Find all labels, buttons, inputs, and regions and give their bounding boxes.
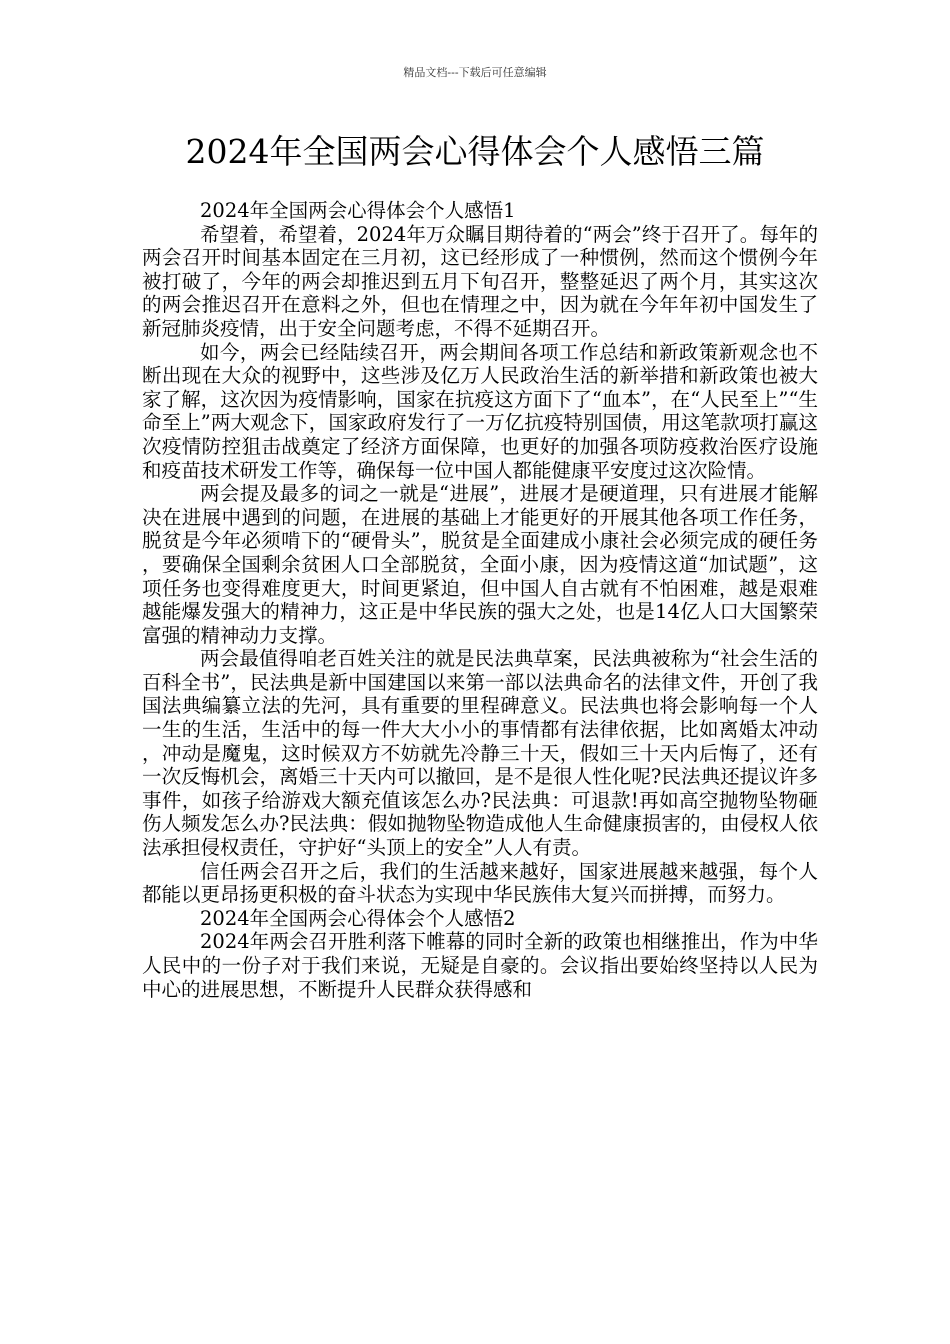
paragraph: 希望着，希望着，2024年万众瞩目期待着的“两会”终于召开了。每年的两会召开时间基本固定在三月初，这已经形成了一种惯例，然而这个惯例今年被打破了，今年的两会却推迟到五月下旬召开，整整延迟了两个月，其实这次的两会推迟召开在意料之外，但也在情理之中，因为就在今年年初中国发生了新冠肺炎疫情，出于安全问题考虑，不得不延期召开。	[142, 222, 818, 340]
document-body	[142, 199, 818, 1001]
paragraph: 如今，两会已经陆续召开，两会期间各项工作总结和新政策新观念也不断出现在大众的视野中，这些涉及亿万人民政治生活的新举措和新政策也被大家了解，这次因为疫情影响，国家在抗疫这方面下了“血本”，在“人民至上”“生命至上”两大观念下，国家政府发行了一万亿抗疫特别国债，用这笔款项打赢这次疫情防控狙击战奠定了经济方面保障，也更好的加强各项防疫救治医疗设施和疫苗技术研发工作等，确保每一位中国人都能健康平安度过这次险情。	[142, 340, 818, 482]
document-title: 2024年全国两会心得体会个人感悟三篇	[185, 132, 765, 171]
header-note: 精品文档---下载后可任意编辑	[403, 66, 547, 79]
section-heading: 2024年全国两会心得体会个人感悟2	[200, 906, 516, 930]
section-heading: 2024年全国两会心得体会个人感悟1	[200, 199, 516, 222]
paragraph: 两会提及最多的词之一就是“进展”，进展才是硬道理，只有进展才能解决在进展中遇到的问题，在进展的基础上才能更好的开展其他各项工作任务，脱贫是今年必须啃下的“硬骨头”，脱贫是全面建成小康社会必须完成的硬任务，要确保全国剩余贫困人口全部脱贫，全面小康，因为疫情这道“加试题”，这项任务也变得难度更大，时间更紧迫，但中国人自古就有不怕困难，越是艰难越能爆发强大的精神力，这正是中华民族的强大之处，也是14亿人口大国繁荣富强的精神动力支撑。	[142, 482, 818, 647]
paragraph: 两会最值得咱老百姓关注的就是民法典草案，民法典被称为“社会生活的百科全书”，民法典是新中国建国以来第一部以法典命名的法律文件，开创了我国法典编纂立法的先河，具有重要的里程碑意义。民法典也将会影响每一个人一生的生活，生活中的每一件大大小小的事情都有法律依据，比如离婚太冲动，冲动是魔鬼，这时候双方不妨就先冷静三十天，假如三十天内后悔了，还有一次反悔机会，离婚三十天内可以撤回，是不是很人性化呢?民法典还提议许多事件，如孩子给游戏大额充值该怎么办?民法典：可退款!再如高空抛物坠物砸伤人频发怎么办?民法典：假如抛物坠物造成他人生命健康损害的，由侵权人依法承担侵权责任，守护好“头顶上的安全”人人有责。	[142, 647, 818, 860]
paragraph: 信任两会召开之后，我们的生活越来越好，国家进展越来越强，每个人都能以更昂扬更积极的奋斗状态为实现中华民族伟大复兴而拼搏，而努力。	[142, 859, 818, 907]
paragraph: 2024年两会召开胜利落下帷幕的同时全新的政策也相继推出，作为中华人民中的一份子对于我们来说，无疑是自豪的。会议指出要始终坚持以人民为中心的进展思想，不断提升人民群众获得感和	[142, 930, 818, 1001]
